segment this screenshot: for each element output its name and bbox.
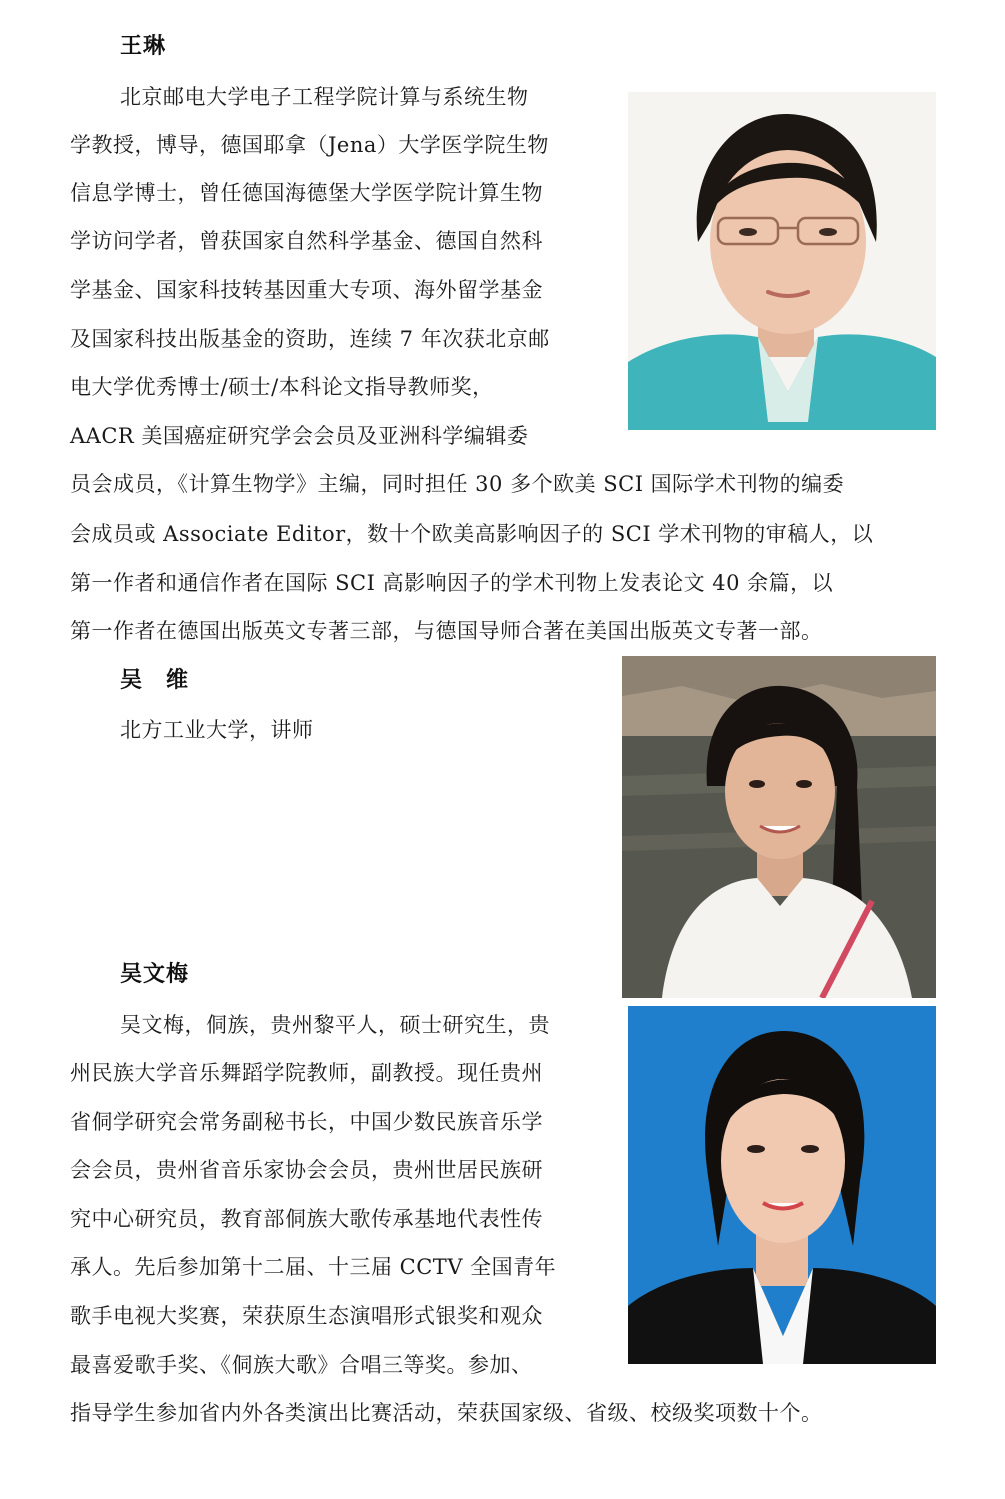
bio-line: 第一作者和通信作者在国际 SCI 高影响因子的学术刊物上发表论文 40 余篇，以 — [70, 571, 834, 595]
bio-line: 究中心研究员，教育部侗族大歌传承基地代表性传 — [70, 1207, 543, 1231]
bio-line: 及国家科技出版基金的资助，连续 7 年次获北京邮 — [70, 327, 550, 351]
bio-line: 学访问学者，曾获国家自然科学基金、德国自然科 — [70, 229, 543, 253]
bio-line: AACR 美国癌症研究学会会员及亚洲科学编辑委 — [70, 424, 529, 448]
bio-line: 北方工业大学，讲师 — [120, 718, 314, 742]
bio-line: 会成员或 Associate Editor，数十个欧美高影响因子的 SCI 学术刊物的审稿人，以 — [70, 522, 874, 546]
bio-line: 电大学优秀博士/硕士/本科论文指导教师奖， — [70, 375, 494, 399]
portrait-photo — [622, 656, 936, 998]
bio-line: 最喜爱歌手奖、《侗族大歌》合唱三等奖。参加、 — [70, 1353, 533, 1377]
person-name: 吴文梅 — [120, 962, 190, 987]
bio-line: 会会员，贵州省音乐家协会会员，贵州世居民族研 — [70, 1158, 543, 1182]
bio-line: 承人。先后参加第十二届、十三届 CCTV 全国青年 — [70, 1255, 557, 1279]
bio-line: 吴文梅，侗族，贵州黎平人，硕士研究生，贵 — [120, 1013, 550, 1037]
bio-line: 第一作者在德国出版英文专著三部，与德国导师合著在美国出版英文专著一部。 — [70, 619, 823, 643]
bio-line: 员会成员，《计算生物学》主编，同时担任 30 多个欧美 SCI 国际学术刊物的编委 — [70, 472, 845, 496]
bio-line: 学教授，博导，德国耶拿（Jena）大学医学院生物 — [70, 133, 549, 157]
portrait-photo — [628, 1006, 936, 1364]
person-name: 吴 维 — [120, 668, 190, 693]
bio-line: 信息学博士，曾任德国海德堡大学医学院计算生物 — [70, 181, 543, 205]
bio-line: 学基金、国家科技转基因重大专项、海外留学基金 — [70, 278, 543, 302]
bio-line: 歌手电视大奖赛，荣获原生态演唱形式银奖和观众 — [70, 1304, 543, 1328]
person-name: 王琳 — [120, 34, 167, 59]
bio-line: 指导学生参加省内外各类演出比赛活动，荣获国家级、省级、校级奖项数十个。 — [70, 1401, 823, 1425]
bio-line: 省侗学研究会常务副秘书长，中国少数民族音乐学 — [70, 1110, 543, 1134]
bio-line: 州民族大学音乐舞蹈学院教师，副教授。现任贵州 — [70, 1061, 543, 1085]
portrait-photo — [628, 92, 936, 430]
bio-line: 北京邮电大学电子工程学院计算与系统生物 — [120, 85, 529, 109]
